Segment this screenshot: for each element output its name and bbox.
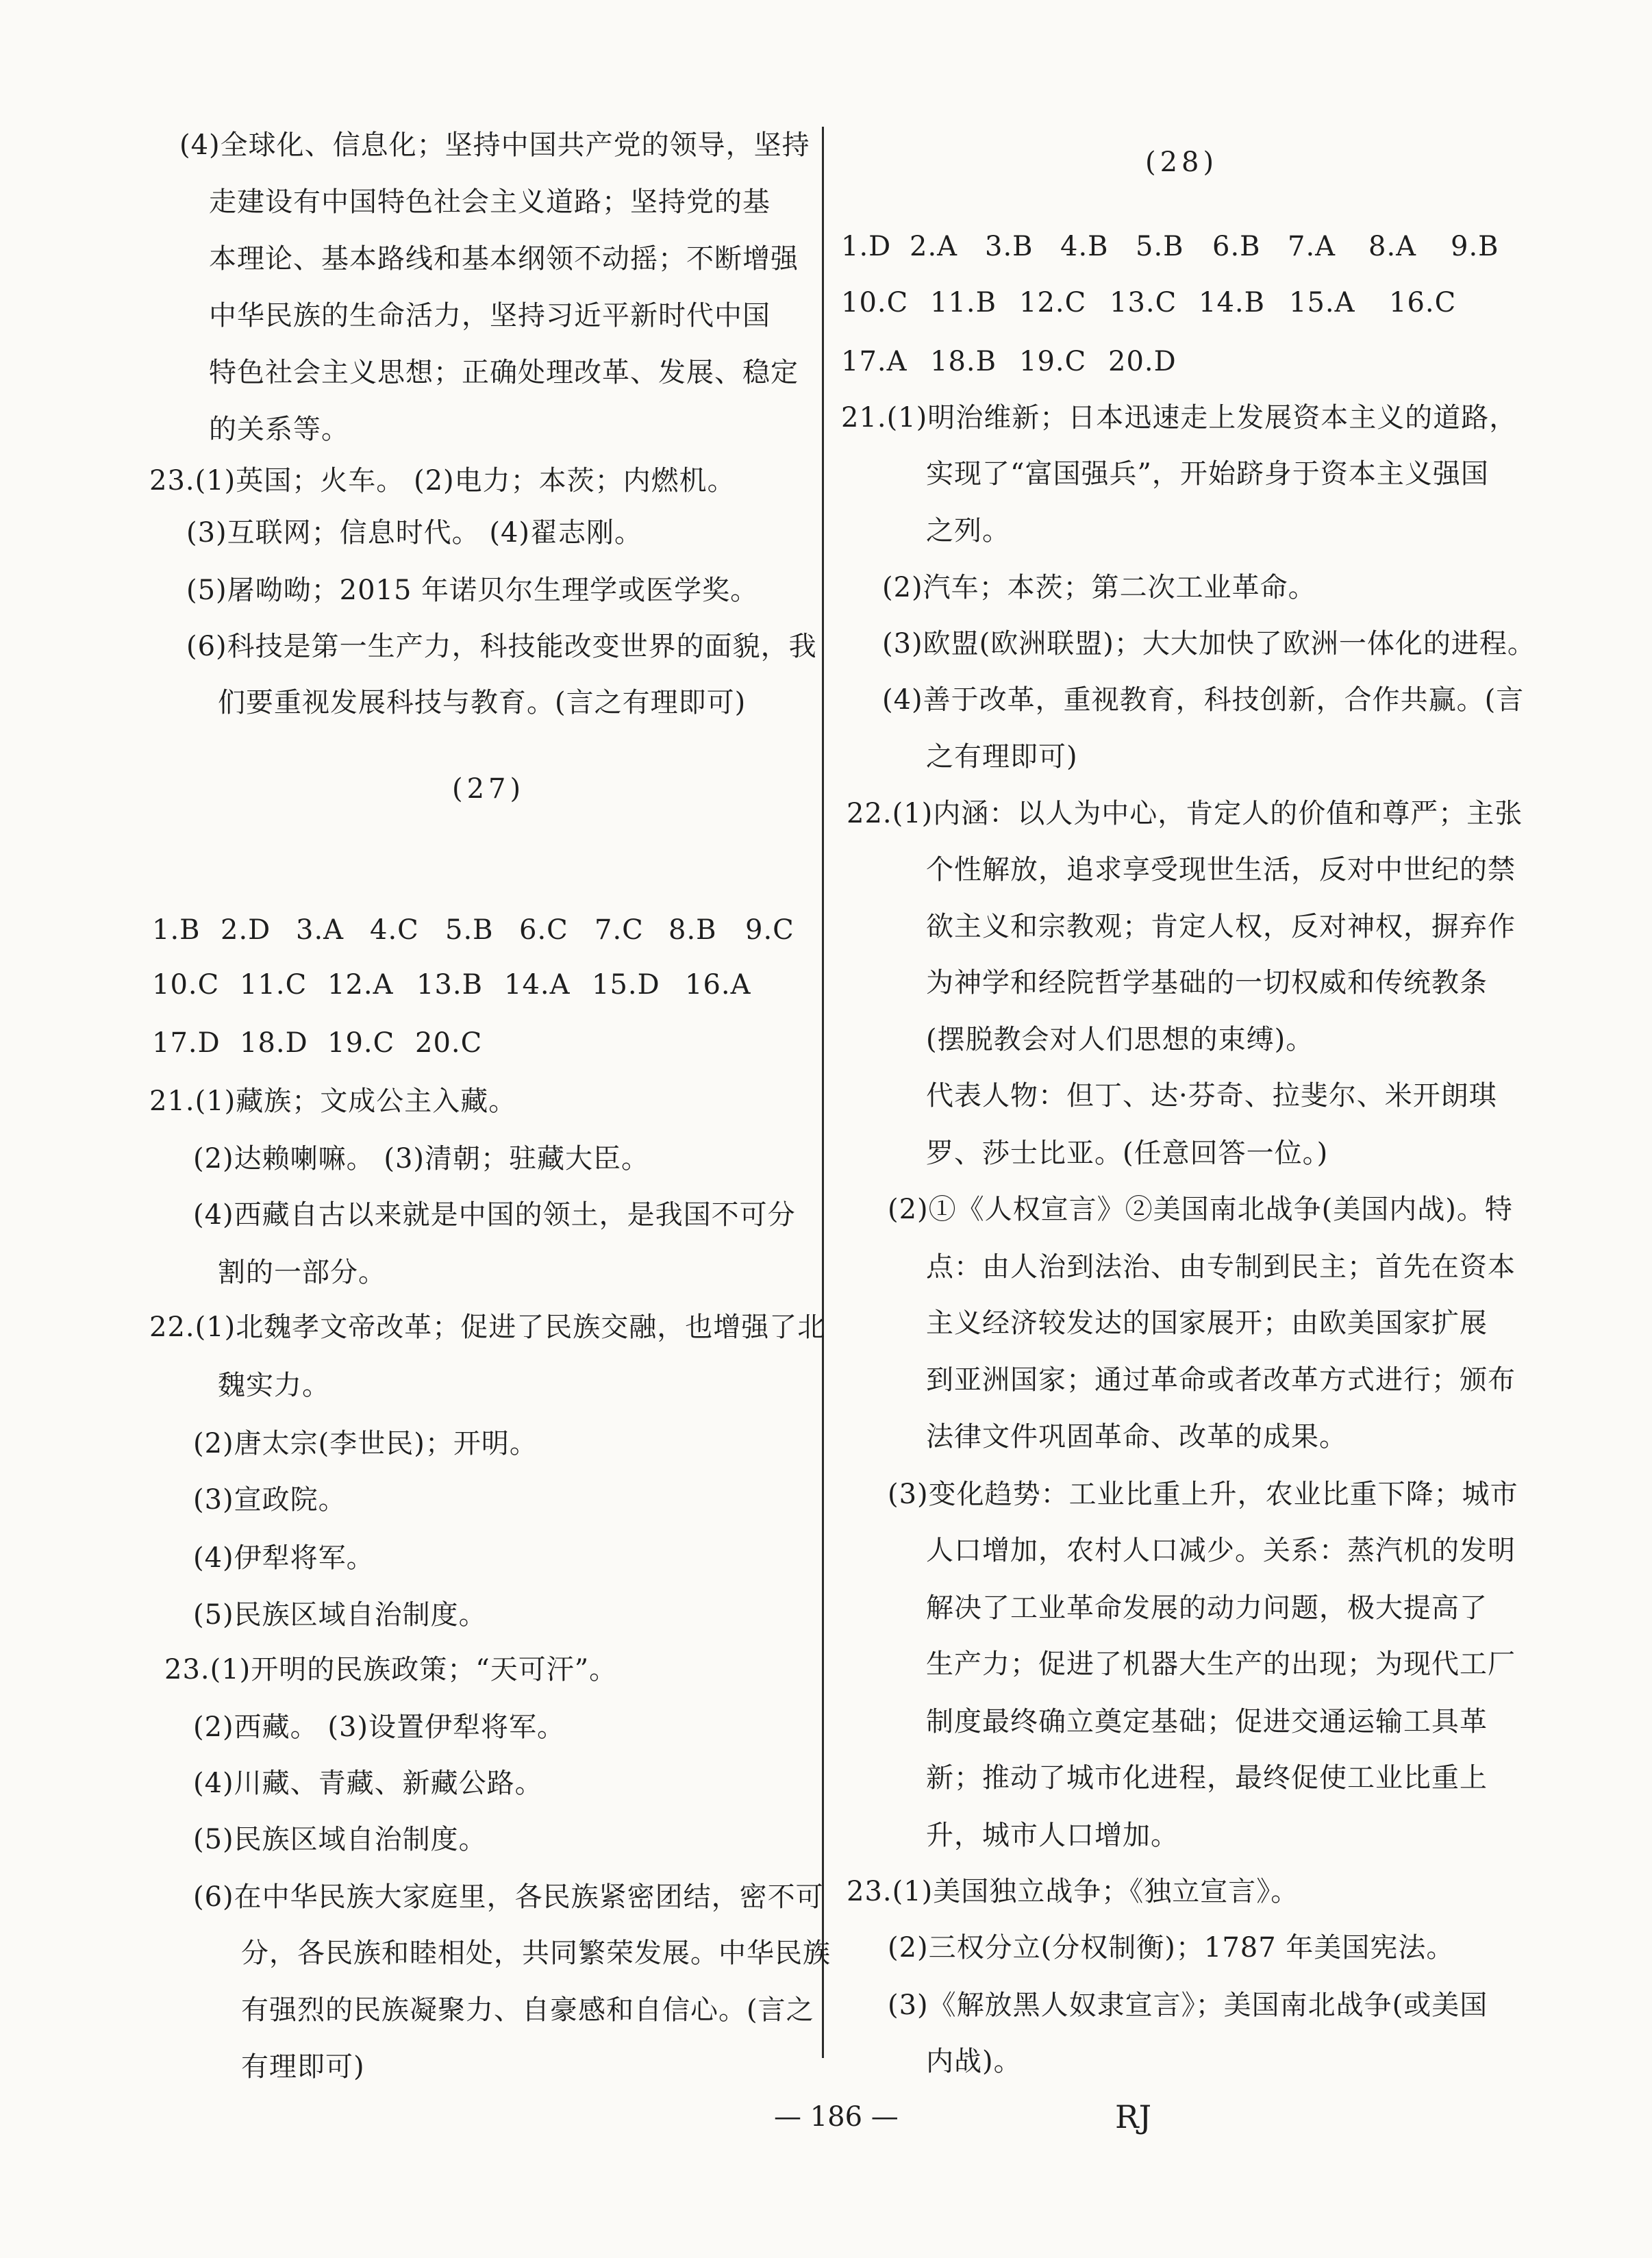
question-23-line: 23.(1)开明的民族政策；“天可汗”。 — [164, 1654, 618, 1685]
answer-item: 4.B — [1060, 231, 1109, 262]
text-line: 解决了工业革命发展的动力问题，极大提高了 — [926, 1592, 1488, 1624]
answer-row — [841, 348, 1177, 375]
text-line: (2)汽车；本茨；第二次工业革命。 — [882, 572, 1316, 603]
text-line: (3)《解放黑人奴隶宣言》；美国南北战争(或美国 — [888, 1990, 1488, 2021]
answer-item: 5.B — [445, 914, 494, 946]
text-line: 有强烈的民族凝聚力、自豪感和自信心。(言之 — [241, 1994, 814, 2026]
answer-item: 4.C — [370, 914, 419, 946]
text-line: 走建设有中国特色社会主义道路；坚持党的基 — [209, 186, 771, 218]
text-line: (4)川藏、青藏、新藏公路。 — [193, 1768, 543, 1799]
edition-code: RJ — [1115, 2098, 1152, 2135]
answer-item: 3.A — [296, 914, 345, 946]
text-line: (6)在中华民族大家庭里，各民族紧密团结，密不可 — [193, 1881, 824, 1913]
text-line: 到亚洲国家；通过革命或者改革方式进行；颁布 — [926, 1364, 1516, 1396]
section-header-27: (27) — [452, 773, 525, 805]
answer-item: 11.C — [240, 969, 308, 1001]
text-line: (摆脱教会对人们思想的束缚)。 — [926, 1024, 1314, 1055]
answer-item: 1.B — [152, 914, 201, 946]
answer-item: 15.D — [592, 969, 660, 1001]
text-line: (2)西藏。 (3)设置伊犁将军。 — [193, 1711, 566, 1743]
answer-item: 19.C — [1019, 346, 1087, 377]
text-line: 之列。 — [926, 515, 1010, 547]
text-line: 魏实力。 — [218, 1370, 330, 1401]
text-line: (5)屠呦呦；2015 年诺贝尔生理学或医学奖。 — [186, 575, 759, 606]
text-line: 罗、莎士比亚。(任意回答一位。) — [926, 1138, 1329, 1169]
question-22-line: 22.(1)北魏孝文帝改革；促进了民族交融，也增强了北 — [149, 1312, 826, 1343]
text-line: 欲主义和宗教观；肯定人权，反对神权，摒弃作 — [926, 911, 1516, 942]
question-23-line: 23.(1)美国独立战争；《独立宣言》。 — [847, 1876, 1299, 1907]
answer-item: 6.B — [1212, 231, 1261, 262]
answer-item: 5.B — [1136, 231, 1184, 262]
text-line: (2)唐太宗(李世民)；开明。 — [193, 1428, 538, 1459]
answer-item: 13.C — [1110, 287, 1177, 318]
answer-item: 1.D — [841, 231, 892, 262]
text-line: 主义经济较发达的国家展开；由欧美国家扩展 — [926, 1307, 1488, 1339]
text-line: (2)三权分立(分权制衡)；1787 年美国宪法。 — [888, 1932, 1455, 1964]
text-line: 生产力；促进了机器大生产的出现；为现代工厂 — [926, 1648, 1516, 1680]
answer-item: 9.C — [745, 914, 794, 946]
text-line: (6)科技是第一生产力，科技能改变世界的面貌，我 — [186, 631, 817, 662]
answer-item: 14.A — [504, 969, 571, 1001]
text-line: (4)伊犁将军。 — [193, 1542, 375, 1574]
text-line: (5)民族区域自治制度。 — [193, 1599, 487, 1631]
text-line: (2)达赖喇嘛。 (3)清朝；驻藏大臣。 — [193, 1143, 650, 1175]
text-line: (3)互联网；信息时代。 (4)翟志刚。 — [186, 517, 643, 549]
answer-row — [152, 916, 794, 944]
text-line: (4)全球化、信息化；坚持中国共产党的领导，坚持 — [179, 129, 810, 161]
text-line: 内战)。 — [926, 2046, 1022, 2077]
text-line: 本理论、基本路线和基本纲领不动摇；不断增强 — [209, 243, 799, 275]
text-line: (3)宣政院。 — [193, 1484, 347, 1516]
text-line: 法律文件巩固革命、改革的成果。 — [926, 1421, 1347, 1453]
text-line: 新；推动了城市化进程，最终促使工业比重上 — [926, 1762, 1488, 1794]
answer-item: 20.C — [415, 1027, 483, 1059]
answer-row — [152, 1029, 482, 1057]
answer-item: 6.C — [519, 914, 568, 946]
question-21-line: 21.(1)藏族；文成公主入藏。 — [149, 1086, 517, 1117]
answer-row — [841, 233, 1499, 260]
answer-item: 16.C — [1389, 287, 1457, 318]
answer-item: 11.B — [930, 287, 997, 318]
text-line: 的关系等。 — [209, 414, 349, 445]
answer-item: 8.A — [1368, 231, 1417, 262]
question-23-line: 23.(1)英国；火车。 (2)电力；本茨；内燃机。 — [149, 465, 736, 497]
answer-item: 8.B — [668, 914, 717, 946]
text-line: 制度最终确立奠定基础；促进交通运输工具革 — [926, 1706, 1488, 1738]
answer-item: 2.D — [221, 914, 271, 946]
answer-item: 17.A — [841, 346, 908, 377]
text-line: (4)西藏自古以来就是中国的领土，是我国不可分 — [193, 1199, 796, 1231]
answer-item: 15.A — [1289, 287, 1355, 318]
text-line: 特色社会主义思想；正确处理改革、发展、稳定 — [209, 357, 799, 388]
column-divider — [822, 127, 824, 2058]
text-line: 们要重视发展科技与教育。(言之有理即可) — [218, 687, 747, 718]
text-line: 中华民族的生命活力，坚持习近平新时代中国 — [209, 300, 771, 331]
answer-item: 2.A — [910, 231, 958, 262]
question-21-line: 21.(1)明治维新；日本迅速走上发展资本主义的道路， — [841, 402, 1518, 434]
text-line: 分，各民族和睦相处，共同繁荣发展。中华民族 — [241, 1937, 831, 1969]
answer-item: 9.B — [1451, 231, 1499, 262]
text-line: 割的一部分。 — [218, 1257, 386, 1288]
text-line: 有理即可) — [241, 2051, 365, 2083]
text-line: (2)①《人权宣言》②美国南北战争(美国内战)。特 — [888, 1194, 1513, 1225]
text-line: (3)欧盟(欧洲联盟)；大大加快了欧洲一体化的进程。 — [882, 628, 1536, 660]
text-line: 实现了“富国强兵”，开始跻身于资本主义强国 — [926, 458, 1489, 490]
text-line: 为神学和经院哲学基础的一切权威和传统教条 — [926, 967, 1488, 999]
text-line: 之有理即可) — [926, 741, 1078, 773]
question-22-line: 22.(1)内涵：以人为中心，肯定人的价值和尊严；主张 — [847, 798, 1523, 829]
text-line: 升，城市人口增加。 — [926, 1820, 1179, 1851]
text-line: 个性解放，追求享受现世生活，反对中世纪的禁 — [926, 854, 1516, 886]
page-number: — 186 — — [774, 2101, 899, 2133]
text-line: (4)善于改革，重视教育，科技创新，合作共赢。(言 — [882, 684, 1525, 716]
answer-item: 18.B — [930, 346, 997, 377]
answer-item: 16.A — [685, 969, 751, 1001]
answer-item: 14.B — [1199, 287, 1266, 318]
text-line: (5)民族区域自治制度。 — [193, 1824, 487, 1855]
text-line: 人口增加，农村人口减少。关系：蒸汽机的发明 — [926, 1535, 1516, 1566]
answer-item: 10.C — [152, 969, 220, 1001]
text-line: (3)变化趋势：工业比重上升，农业比重下降；城市 — [888, 1479, 1518, 1510]
answer-item: 20.D — [1108, 346, 1177, 377]
answer-item: 3.B — [985, 231, 1034, 262]
answer-item: 17.D — [152, 1027, 221, 1059]
answer-row — [841, 289, 1456, 316]
section-header-28: (28) — [1145, 147, 1218, 178]
answer-item: 7.C — [595, 914, 644, 946]
text-line: 代表人物：但丁、达·芬奇、拉斐尔、米开朗琪 — [926, 1080, 1497, 1112]
answer-item: 10.C — [841, 287, 909, 318]
text-line: 点：由人治到法治、由专制到民主；首先在资本 — [926, 1251, 1516, 1283]
answer-row — [152, 971, 751, 999]
answer-item: 18.D — [240, 1027, 308, 1059]
answer-item: 19.C — [327, 1027, 395, 1059]
answer-item: 12.A — [327, 969, 394, 1001]
answer-item: 12.C — [1019, 287, 1087, 318]
answer-item: 13.B — [416, 969, 484, 1001]
answer-item: 7.A — [1288, 231, 1336, 262]
